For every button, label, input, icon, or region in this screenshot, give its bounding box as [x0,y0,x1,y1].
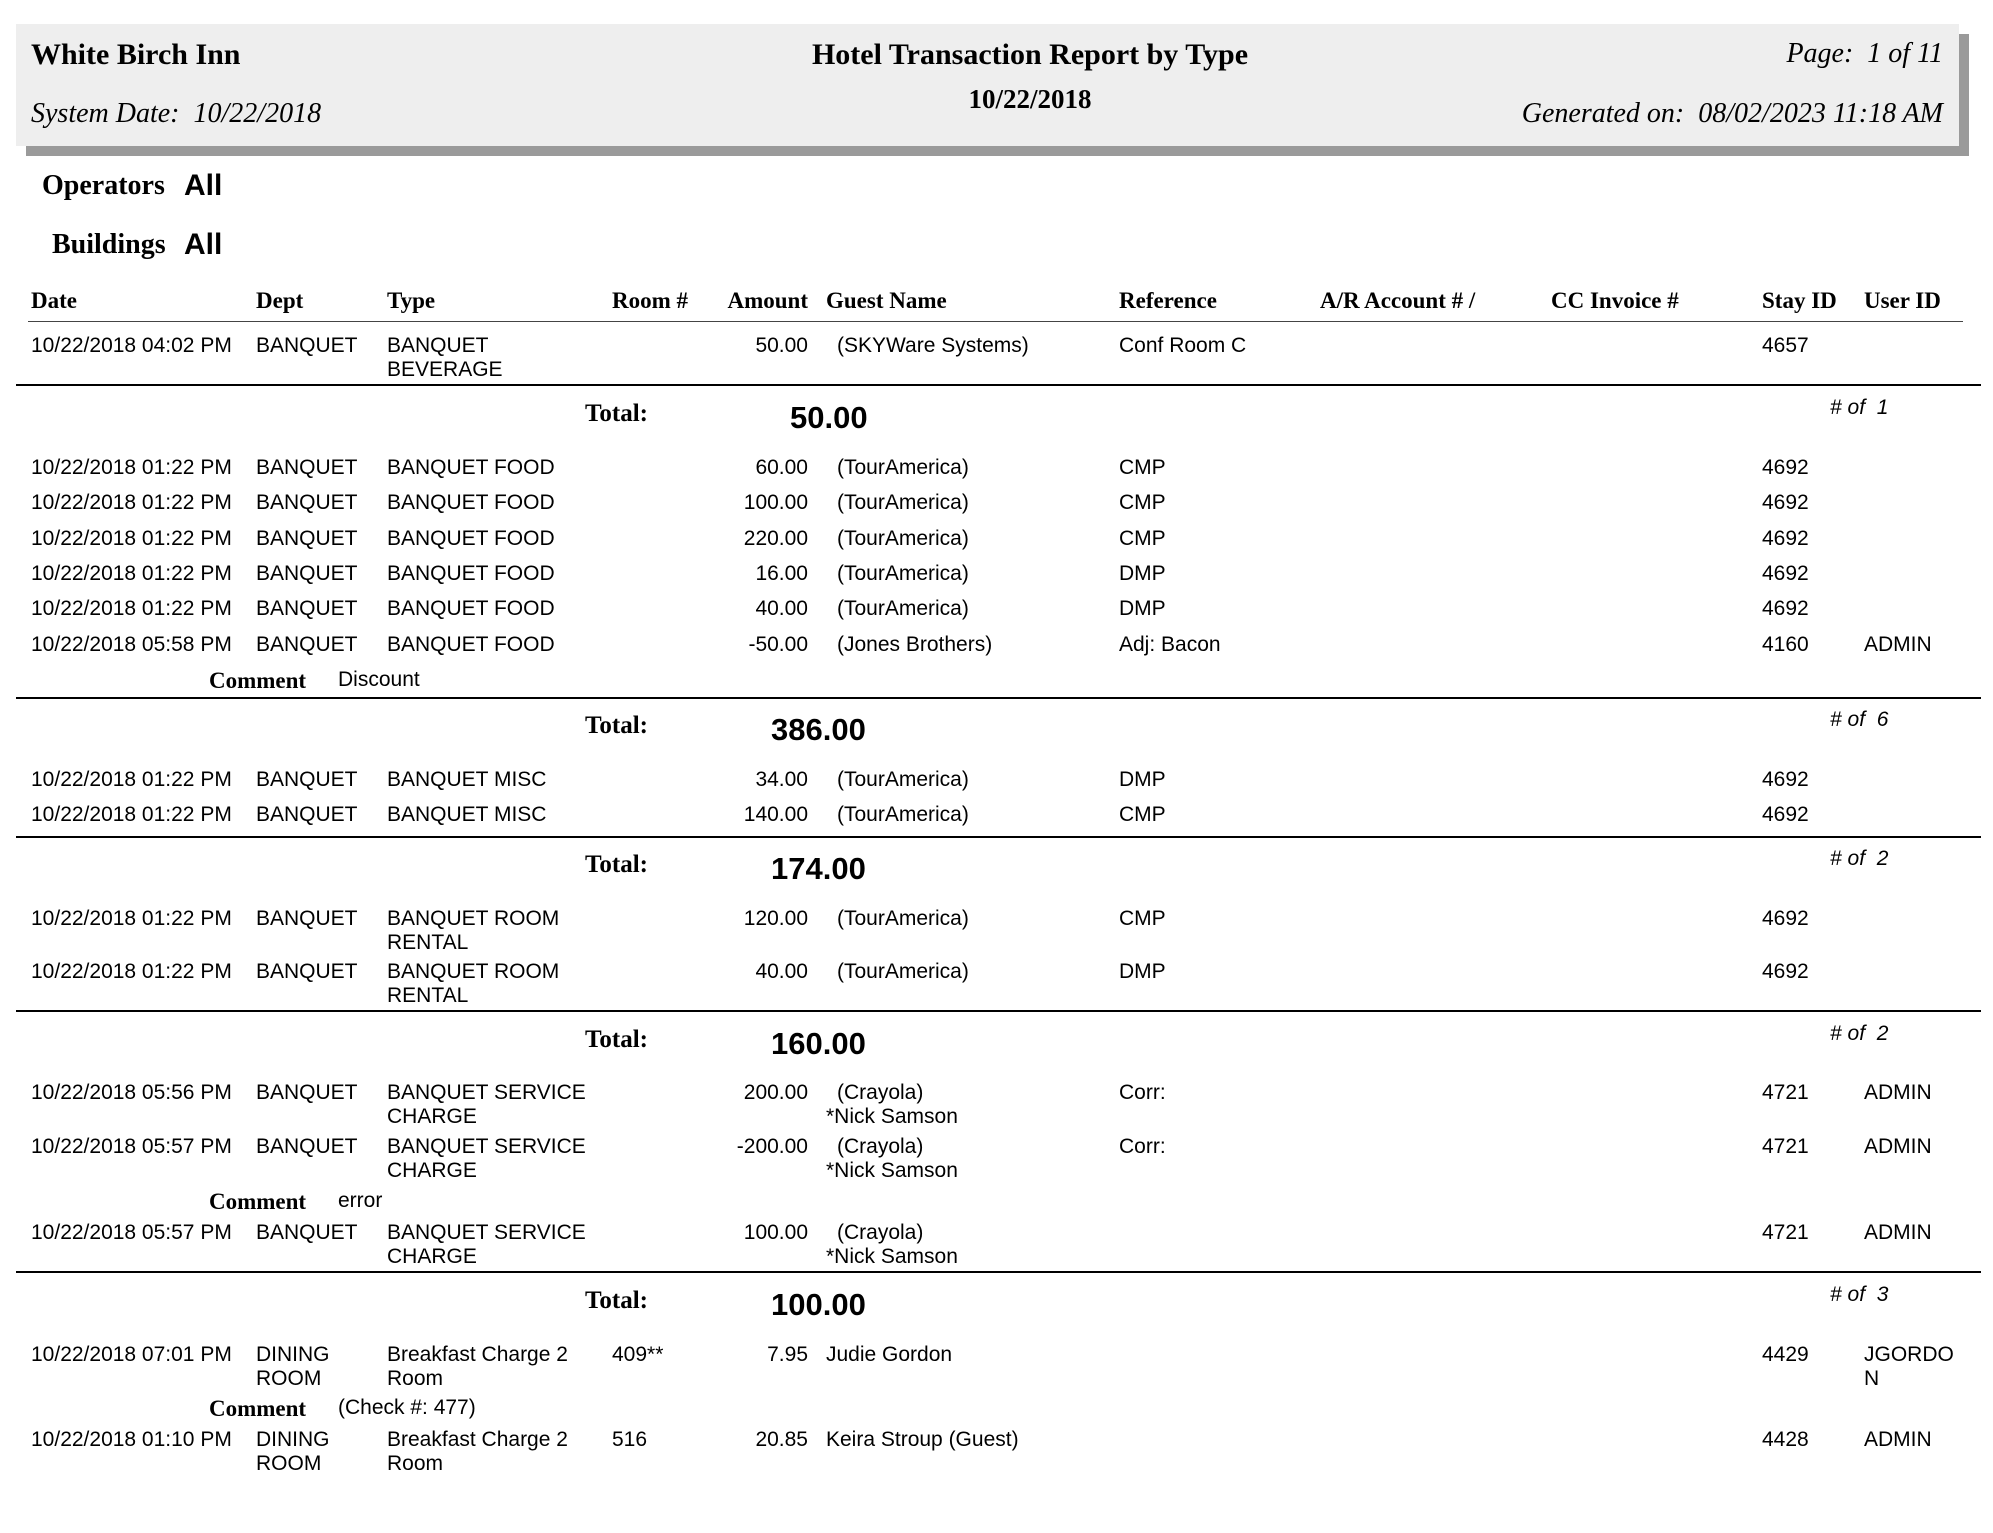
cell-type-line2: RENTAL [387,984,469,1007]
cell-guest: (TourAmerica) [837,491,969,514]
col-dept: Dept [256,288,304,313]
cell-amount: 120.00 [743,907,808,930]
cell-type-line2: CHARGE [387,1159,477,1182]
cell-dept: BANQUET [256,562,358,585]
cell-amount: 7.95 [767,1343,808,1366]
cell-type: Breakfast Charge 2 [387,1428,568,1451]
comment-text: error [338,1189,383,1212]
cell-stay-id: 4160 [1762,633,1809,656]
total-label: Total: [585,400,648,427]
cell-dept: BANQUET [256,633,358,656]
cell-stay-id: 4692 [1762,527,1809,550]
cell-amount: 20.85 [755,1428,808,1451]
cell-guest-line2: *Nick Samson [826,1105,958,1128]
cell-date: 10/22/2018 05:56 PM [31,1081,232,1104]
total-label: Total: [585,712,648,739]
total-label: Total: [585,1026,648,1053]
cell-reference: CMP [1119,907,1166,930]
group-total: 50.00 [790,400,868,435]
cell-amount: 50.00 [755,334,808,357]
cell-guest: (Crayola) [837,1221,924,1244]
cell-reference: DMP [1119,960,1166,983]
cell-stay-id: 4692 [1762,768,1809,791]
cell-type-line2: Room [387,1367,444,1390]
col-cc-invoice: CC Invoice # [1551,288,1679,313]
count-value: 3 [1876,1283,1889,1306]
cell-date: 10/22/2018 01:22 PM [31,456,232,479]
cell-dept: BANQUET [256,491,358,514]
cell-dept: BANQUET [256,803,358,826]
col-guest: Guest Name [826,288,947,313]
operators-label: Operators [42,170,165,201]
cell-type: BANQUET SERVICE [387,1135,586,1158]
cell-room: 409** [612,1343,664,1366]
cell-guest: (TourAmerica) [837,907,969,930]
report-date: 10/22/2018 [968,84,1092,114]
cell-stay-id: 4692 [1762,456,1809,479]
count-value: 1 [1876,396,1889,419]
cell-type-line2: CHARGE [387,1245,477,1268]
cell-amount: 16.00 [755,562,808,585]
count-prefix: # of [1830,1283,1866,1306]
cell-type: BANQUET FOOD [387,597,555,620]
group-count [1830,1022,1888,1046]
group-divider [16,384,1981,386]
cell-user-id: ADMIN [1864,1135,1932,1158]
cell-date: 10/22/2018 01:22 PM [31,527,232,550]
operators-value: All [184,169,223,202]
cell-guest: (TourAmerica) [837,803,969,826]
cell-stay-id: 4721 [1762,1221,1809,1244]
cell-stay-id: 4721 [1762,1135,1809,1158]
cell-date: 10/22/2018 01:22 PM [31,491,232,514]
cell-dept: BANQUET [256,456,358,479]
group-count [1830,847,1888,871]
cell-guest: Judie Gordon [826,1343,953,1366]
cell-dept: BANQUET [256,334,358,357]
cell-amount: 40.00 [755,597,808,620]
cell-amount: 34.00 [755,768,808,791]
cell-dept: BANQUET [256,1135,358,1158]
col-type: Type [387,288,436,313]
cell-stay-id: 4692 [1762,960,1809,983]
total-label: Total: [585,851,648,878]
group-divider [16,1010,1981,1012]
cell-dept: BANQUET [256,960,358,983]
cell-dept: DINING [256,1343,330,1366]
cell-date: 10/22/2018 05:57 PM [31,1221,232,1244]
cell-type-line2: Room [387,1452,444,1475]
count-value: 2 [1876,847,1889,870]
col-amount: Amount [727,288,808,313]
col-room: Room # [612,288,689,313]
cell-guest-line2: *Nick Samson [826,1245,958,1268]
cell-type: BANQUET MISC [387,768,547,791]
cell-type: BANQUET ROOM [387,907,560,930]
cell-reference: CMP [1119,803,1166,826]
cell-type: BANQUET FOOD [387,527,555,550]
cell-date: 10/22/2018 05:57 PM [31,1135,232,1158]
cell-date: 10/22/2018 04:02 PM [31,334,232,357]
cell-guest: (TourAmerica) [837,562,969,585]
group-divider [16,1271,1981,1273]
cell-dept: BANQUET [256,1221,358,1244]
group-divider [16,697,1981,699]
cell-date: 10/22/2018 01:22 PM [31,768,232,791]
generated-on [1522,98,1943,130]
cell-type: BANQUET [387,334,489,357]
header-rule [28,321,1963,322]
cell-guest: (TourAmerica) [837,597,969,620]
cell-amount: 140.00 [743,803,808,826]
cell-dept-line2: ROOM [256,1367,322,1390]
cell-dept: DINING [256,1428,330,1451]
group-total: 386.00 [771,712,866,747]
cell-amount: 100.00 [743,491,808,514]
buildings-value: All [184,228,223,261]
cell-guest: (Crayola) [837,1135,924,1158]
cell-date: 10/22/2018 01:10 PM [31,1428,232,1451]
cell-reference: DMP [1119,562,1166,585]
comment-label: Comment [209,1396,307,1421]
page-number [1786,38,1943,70]
cell-date: 10/22/2018 01:22 PM [31,907,232,930]
cell-type: BANQUET SERVICE [387,1221,586,1244]
cell-guest: (TourAmerica) [837,960,969,983]
cell-type: Breakfast Charge 2 [387,1343,568,1366]
col-ar-account: A/R Account # / [1320,288,1476,313]
page-value: 1 of 11 [1867,38,1943,69]
cell-dept: BANQUET [256,597,358,620]
group-total: 174.00 [771,851,866,886]
group-total: 100.00 [771,1287,866,1322]
cell-type: BANQUET FOOD [387,562,555,585]
cell-reference: CMP [1119,527,1166,550]
cell-user-id: JGORDO [1864,1343,1954,1366]
cell-guest: Keira Stroup (Guest) [826,1428,1019,1451]
cell-date: 10/22/2018 01:22 PM [31,597,232,620]
count-prefix: # of [1830,1022,1866,1045]
cell-user-id: ADMIN [1864,1081,1932,1104]
cell-amount: 60.00 [755,456,808,479]
system-date-value: 10/22/2018 [193,98,322,129]
cell-date: 10/22/2018 01:22 PM [31,960,232,983]
cell-type: BANQUET MISC [387,803,547,826]
comment-label: Comment [209,668,307,693]
cell-dept: BANQUET [256,768,358,791]
cell-date: 10/22/2018 07:01 PM [31,1343,232,1366]
cell-stay-id: 4692 [1762,597,1809,620]
cell-dept: BANQUET [256,1081,358,1104]
cell-stay-id: 4692 [1762,907,1809,930]
cell-reference: Corr: [1119,1081,1166,1104]
cell-reference: Adj: Bacon [1119,633,1221,656]
cell-reference: Conf Room C [1119,334,1247,357]
col-user-id: User ID [1864,288,1941,313]
comment-label: Comment [209,1189,307,1214]
system-date-label: System Date: [31,98,180,129]
cell-type: BANQUET FOOD [387,456,555,479]
col-date: Date [31,288,77,313]
cell-type: BANQUET ROOM [387,960,560,983]
cell-guest: (TourAmerica) [837,456,969,479]
cell-reference: DMP [1119,597,1166,620]
comment-text: Discount [338,668,420,691]
cell-dept-line2: ROOM [256,1452,322,1475]
cell-stay-id: 4721 [1762,1081,1809,1104]
cell-date: 10/22/2018 05:58 PM [31,633,232,656]
page-label: Page: [1786,38,1854,69]
cell-date: 10/22/2018 01:22 PM [31,803,232,826]
cell-reference: DMP [1119,768,1166,791]
cell-stay-id: 4692 [1762,491,1809,514]
cell-type-line2: BEVERAGE [387,358,503,381]
cell-amount: 200.00 [743,1081,808,1104]
cell-amount: -50.00 [748,633,808,656]
cell-stay-id: 4429 [1762,1343,1809,1366]
cell-stay-id: 4657 [1762,334,1809,357]
cell-dept: BANQUET [256,527,358,550]
report-title: Hotel Transaction Report by Type [811,38,1249,71]
cell-stay-id: 4692 [1762,803,1809,826]
count-value: 6 [1876,708,1889,731]
group-total: 160.00 [771,1026,866,1061]
cell-stay-id: 4428 [1762,1428,1809,1451]
cell-user-id: ADMIN [1864,1221,1932,1244]
cell-user-id-line2: N [1864,1367,1880,1390]
comment-text: (Check #: 477) [338,1396,476,1419]
buildings-label: Buildings [52,229,166,260]
group-count [1830,1283,1888,1307]
cell-amount: 40.00 [755,960,808,983]
cell-reference: Corr: [1119,1135,1166,1158]
group-divider [16,836,1981,838]
cell-guest: (TourAmerica) [837,768,969,791]
cell-date: 10/22/2018 01:22 PM [31,562,232,585]
cell-user-id: ADMIN [1864,633,1932,656]
cell-stay-id: 4692 [1762,562,1809,585]
cell-type: BANQUET FOOD [387,633,555,656]
cell-guest-line2: *Nick Samson [826,1159,958,1182]
cell-reference: CMP [1119,456,1166,479]
generated-label: Generated on: [1521,98,1685,129]
cell-reference: CMP [1119,491,1166,514]
cell-type-line2: CHARGE [387,1105,477,1128]
hotel-name: White Birch Inn [31,38,241,71]
count-value: 2 [1876,1022,1889,1045]
cell-amount: 100.00 [743,1221,808,1244]
cell-type: BANQUET SERVICE [387,1081,586,1104]
group-count [1830,708,1888,732]
col-stay-id: Stay ID [1762,288,1837,313]
cell-room: 516 [612,1428,648,1451]
count-prefix: # of [1830,708,1866,731]
cell-user-id: ADMIN [1864,1428,1932,1451]
total-label: Total: [585,1287,648,1314]
cell-type-line2: RENTAL [387,931,469,954]
cell-amount: 220.00 [743,527,808,550]
cell-guest: (Crayola) [837,1081,924,1104]
cell-dept: BANQUET [256,907,358,930]
col-reference: Reference [1119,288,1217,313]
cell-amount: -200.00 [736,1135,808,1158]
count-prefix: # of [1830,396,1866,419]
cell-guest: (SKYWare Systems) [837,334,1029,357]
cell-guest: (Jones Brothers) [837,633,993,656]
group-count [1830,396,1888,420]
cell-guest: (TourAmerica) [837,527,969,550]
cell-type: BANQUET FOOD [387,491,555,514]
count-prefix: # of [1830,847,1866,870]
generated-value: 08/02/2023 11:18 AM [1698,98,1943,129]
